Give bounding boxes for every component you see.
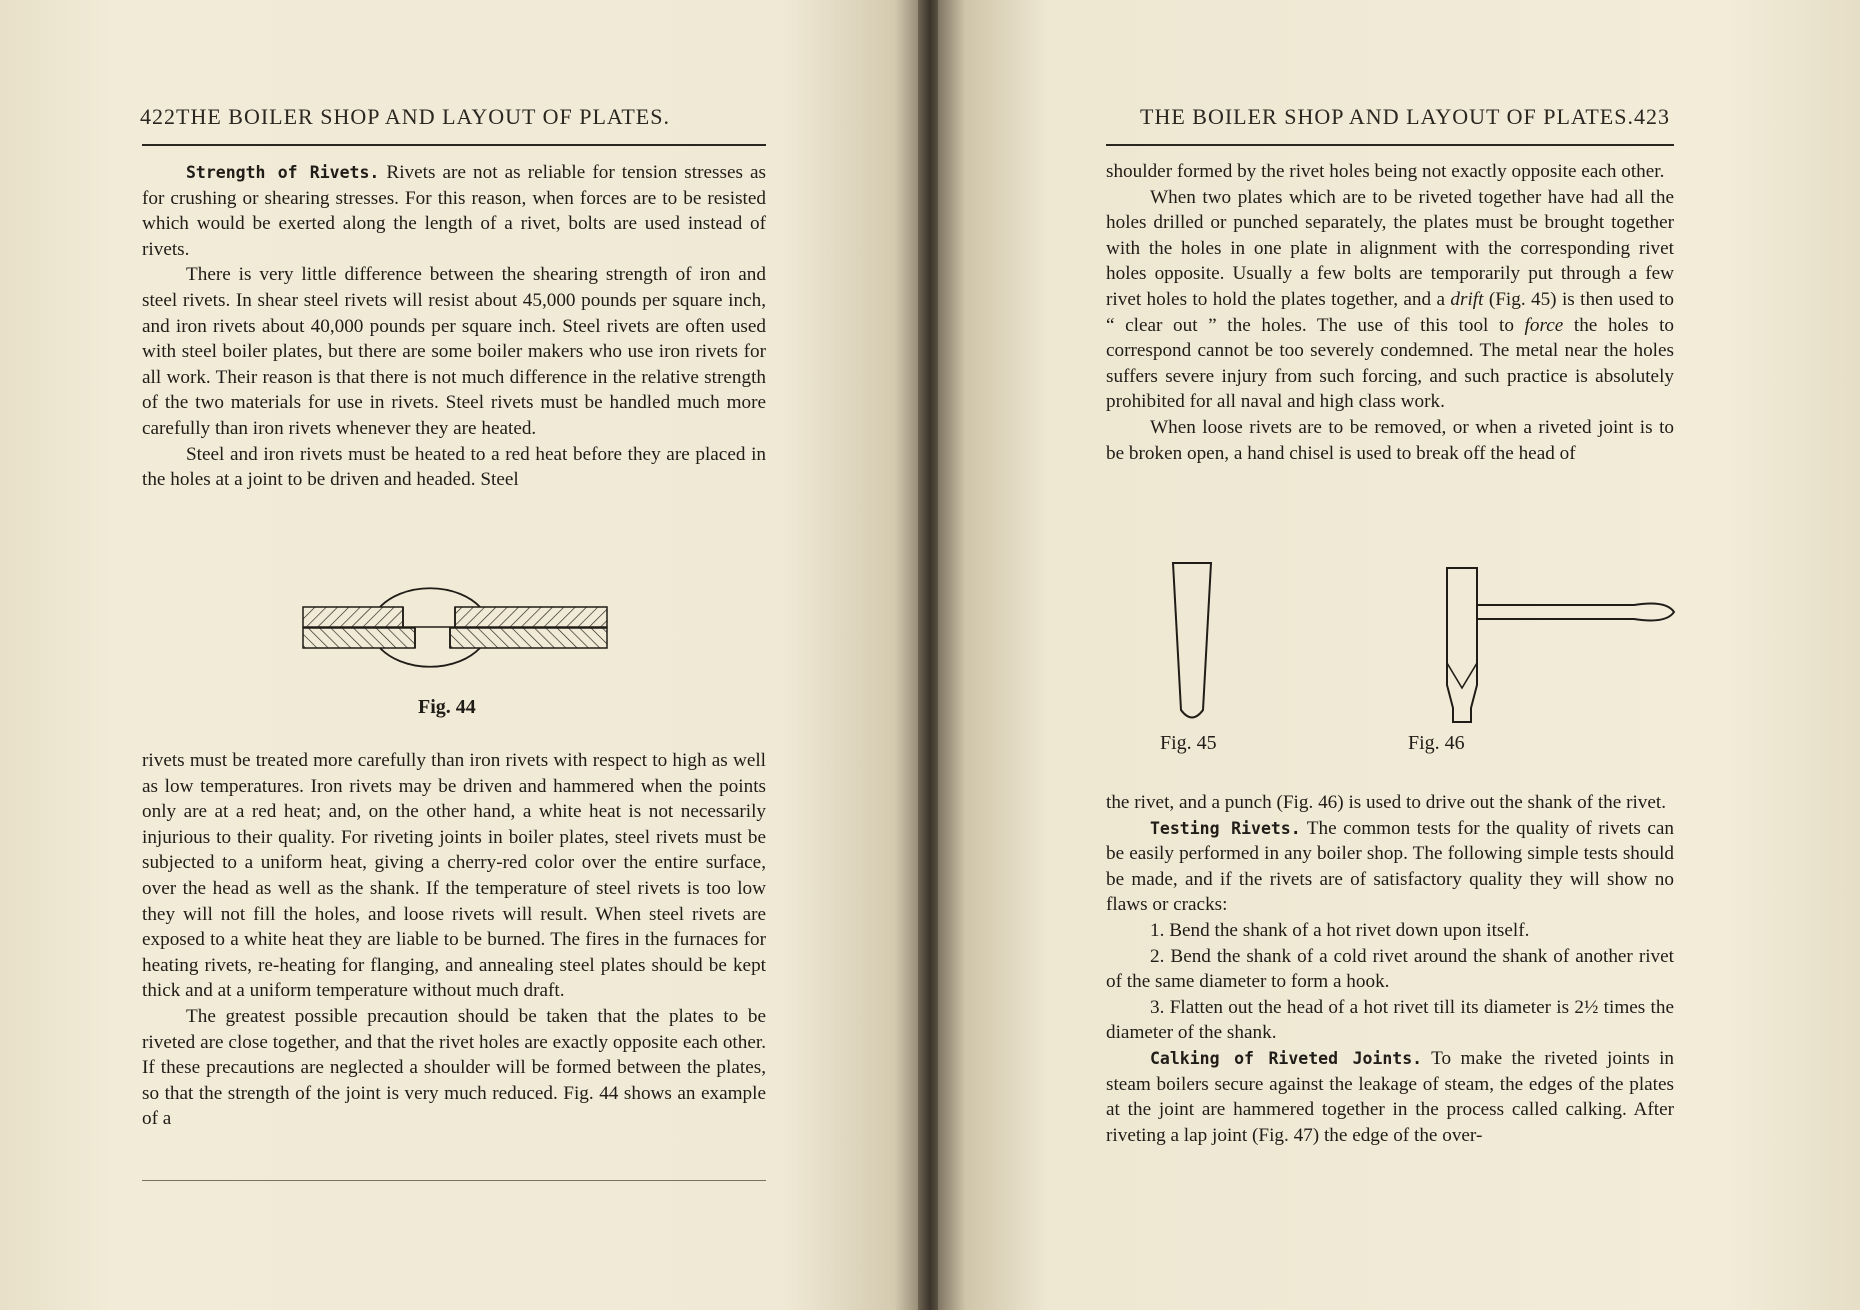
paragraph: When loose rivets are to be removed, or when a riveted joint is to be broken open, a hand chisel is used to break off the head of (1106, 416, 1674, 464)
paragraph: Steel and iron rivets must be heated to a red heat before they are placed in the holes at a joint to be driven and headed. Steel (142, 443, 766, 491)
section-heading: Strength of Rivets. (186, 163, 380, 182)
left-page-header: 422THE BOILER SHOP AND LAYOUT OF PLATES. (140, 104, 670, 129)
paragraph-text: To make the riveted joints in steam boilers secure against the leakage of steam, the edges of the plates at the joint are hammered together in the process called calking. After riveting a lap joint (Fig. 47) the edge of the over- (1106, 1047, 1674, 1146)
paragraph: There is very little difference between the shearing strength of iron and steel rivets. In shear steel rivets will resist about 45,000 pounds per square inch, and iron rivets about 40,000 pounds per square inch. Steel rivets are often used with steel boiler plates, but there are some boiler makers who use iron rivets for all work. Their reason is that there is not much difference in the relative strength of the two materials for use in rivets. Steel rivets must be handled much more carefully than iron rivets whenever they are heated. (142, 264, 766, 439)
paragraph-text: the holes to correspond cannot be too severely condemned. The metal near the holes suffers severe injury from such forcing, and such practice is absolutely prohibited for all naval and high class work. (1106, 314, 1674, 413)
paragraph: The greatest possible precaution should be taken that the plates to be riveted are close together, and that the rivet holes are exactly opposite each other. If these precautions are neglected a shoulder will be formed between the plates, so that the strength of the joint is very much reduced. Fig. 44 shows an example of a (142, 1005, 766, 1130)
italic-term: force (1524, 314, 1564, 336)
right-bottom-text (1106, 790, 1674, 1148)
paragraph: the rivet, and a punch (Fig. 46) is used to drive out the shank of the rivet. (1106, 792, 1667, 813)
left-bottom-text (142, 748, 766, 1132)
paragraph: shoulder formed by the rivet holes being not exactly opposite each other. (1106, 161, 1665, 182)
left-bottom-rule (142, 1180, 766, 1181)
paragraph (1106, 816, 1674, 918)
list-item: 2. Bend the shank of a cold rivet around the shank of another rivet of the same diameter to form a hook. (1106, 945, 1674, 993)
paragraph-text: When two plates which are to be riveted together have had all the holes drilled or punched separately, the plates must be brought together with the holes in one plate in alignment with the corresponding rivet holes opposite. Usually a few bolts are temporarily put through a few rivet holes to hold the plates together, and a (1106, 186, 1674, 310)
paragraph-text: Rivets are not as reliable for tension stresses as for crushing or shearing stresses. For this reason, when forces are to be resisted which would be exerted along the length of a rivet, bolts are used instead of rivets. (142, 162, 766, 260)
list-item: 3. Flatten out the head of a hot rivet till its diameter is 2½ times the diameter of the shank. (1106, 996, 1674, 1044)
fig-45-drift-drawing (1170, 560, 1220, 730)
paragraph (1106, 1046, 1674, 1148)
paragraph-text: The common tests for the quality of rivets can be easily performed in any boiler shop. The following simple tests should be made, and if the rivets are of satisfactory quality they will show no flaws or cracks: (1106, 817, 1674, 916)
fig-44-rivet-joint-diagram (295, 570, 615, 685)
fig-44-caption: Fig. 44 (418, 696, 476, 718)
paragraph (142, 160, 766, 262)
section-heading: Calking of Riveted Joints. (1150, 1048, 1423, 1068)
right-top-text (1106, 159, 1674, 466)
fig-46-caption: Fig. 46 (1408, 732, 1465, 754)
left-top-text (142, 160, 766, 493)
right-page-header: THE BOILER SHOP AND LAYOUT OF PLATES.423 (1140, 104, 1670, 129)
left-page (0, 0, 922, 1310)
right-page (938, 0, 1860, 1310)
paragraph: rivets must be treated more carefully than iron rivets with respect to high as well as low temperatures. Iron rivets may be driven and hammered when the points only are at a red heat; and, on the other hand, a white heat is not necessarily injurious to their quality. For riveting joints in boiler plates, steel rivets must be subjected to a uniform heat, giving a cherry-red color over the entire surface, over the head as well as the shank. If the temperature of steel rivets is too low they will not fill the holes, and loose rivets will result. When steel rivets are exposed to a white heat they are liable to be burned. The fires in the furnaces for heating rivets, re-heating for flanging, and annealing steel plates should be kept thick and at a uniform temperature without much draft. (142, 750, 766, 1002)
paragraph (1106, 185, 1674, 415)
section-heading: Testing Rivets. (1150, 818, 1301, 838)
fig-46-punch-drawing (1444, 560, 1684, 730)
paragraph-text: (Fig. 45) is then used to “ clear out ” the holes. The use of this tool to (1106, 288, 1674, 336)
right-header-rule (1106, 144, 1674, 146)
left-header-rule (142, 144, 766, 146)
list-item: 1. Bend the shank of a hot rivet down upon itself. (1150, 919, 1530, 941)
italic-term: drift (1450, 288, 1484, 310)
fig-45-caption: Fig. 45 (1160, 732, 1217, 754)
